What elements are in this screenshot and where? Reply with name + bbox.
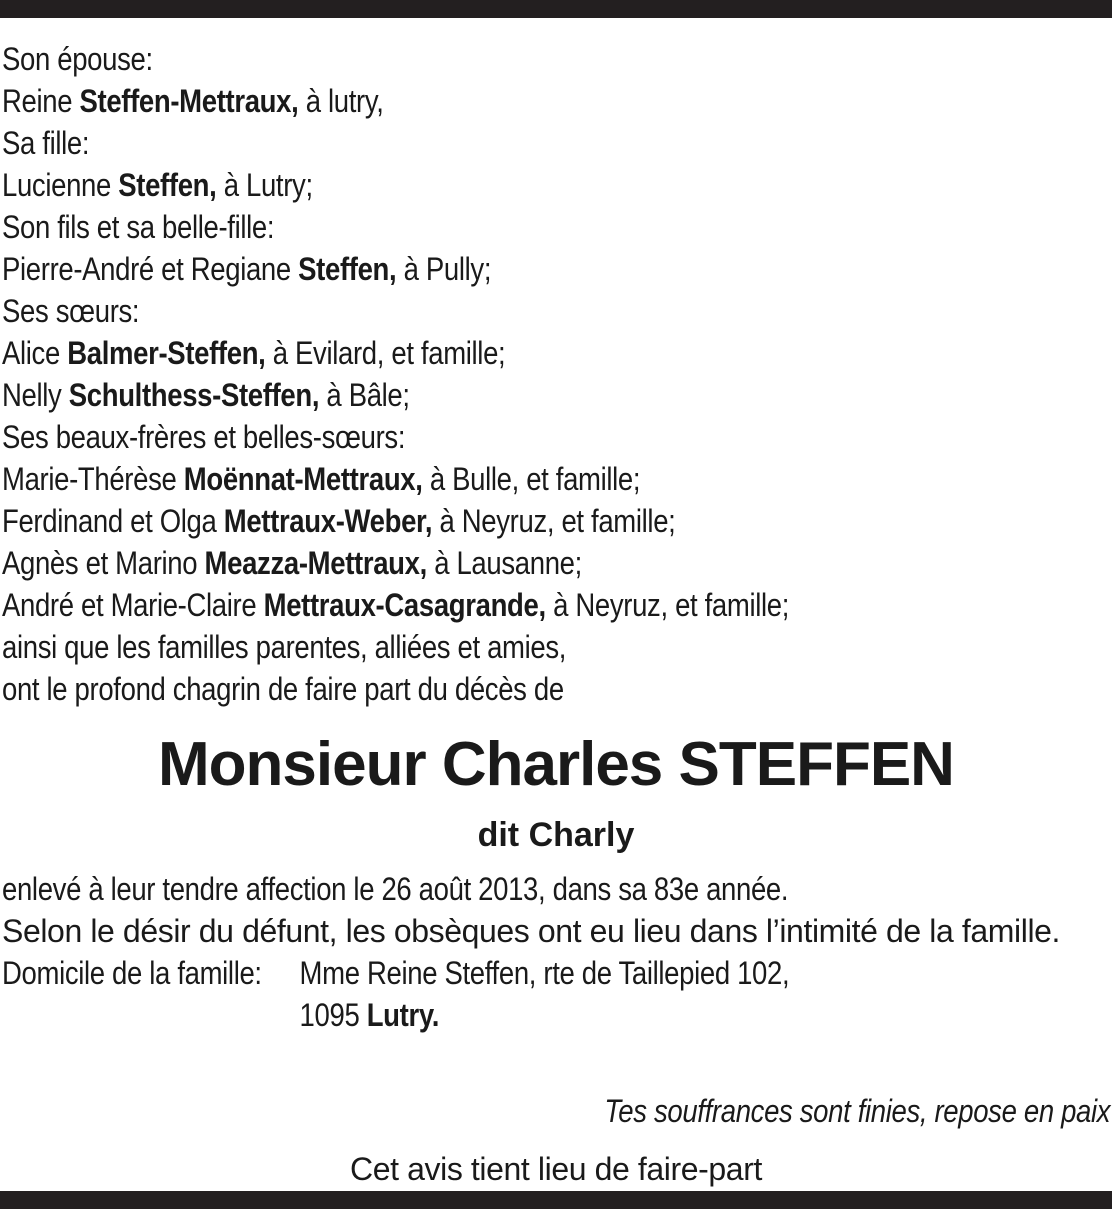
family-line <box>2 458 955 500</box>
family-surname: Steffen, <box>118 167 217 203</box>
family-line <box>2 542 955 584</box>
family-line-location: à Neyruz, et famille; <box>545 587 790 623</box>
family-list <box>2 38 1110 710</box>
family-line-location: à Neyruz, et famille; <box>432 503 676 539</box>
family-surname: Meazza-Mettraux, <box>204 545 427 581</box>
announcement-body <box>2 868 1110 1033</box>
family-line <box>2 416 955 458</box>
family-line-text: Reine <box>2 83 80 119</box>
family-line-text: Agnès et Marino <box>2 545 205 581</box>
address-row <box>2 952 955 994</box>
family-line-text: Marie-Thérèse <box>2 461 184 497</box>
bottom-rule <box>0 1191 1112 1209</box>
address-line-1: Mme Reine Steffen, rte de Taillepied 102, <box>299 955 790 991</box>
family-line-location: à Pully; <box>396 251 492 287</box>
top-rule <box>0 0 1112 18</box>
family-line-location: à Bâle; <box>319 377 410 413</box>
family-line-text: Ses sœurs: <box>2 293 140 329</box>
family-line <box>2 80 955 122</box>
family-line-text: Sa fille: <box>2 125 90 161</box>
family-line-text: Ferdinand et Olga <box>2 503 224 539</box>
family-surname: Steffen-Mettraux, <box>79 83 299 119</box>
body-line-1: enlevé à leur tendre affection le 26 août 2013, dans sa 83e année. <box>2 871 789 907</box>
family-line-location: à lutry, <box>298 83 384 119</box>
family-surname: Mettraux-Weber, <box>223 503 433 539</box>
family-line <box>2 584 955 626</box>
family-line <box>2 374 955 416</box>
family-line <box>2 668 955 710</box>
family-line-text: ont le profond chagrin de faire part du décès de <box>2 671 564 707</box>
address-postcode: 1095 <box>299 997 360 1033</box>
deceased-name: Monsieur Charles STEFFEN <box>158 730 954 799</box>
family-line-text: Son fils et sa belle-fille: <box>2 209 275 245</box>
family-line <box>2 332 955 374</box>
family-line <box>2 38 955 80</box>
family-line <box>2 206 955 248</box>
family-line <box>2 248 955 290</box>
family-surname: Moënnat-Mettraux, <box>183 461 423 497</box>
family-line-text: Alice <box>2 335 68 371</box>
family-line-text: Pierre-André et Regiane <box>2 251 299 287</box>
family-surname: Mettraux-Casagrande, <box>263 587 546 623</box>
family-surname: Steffen, <box>298 251 397 287</box>
family-line <box>2 122 955 164</box>
family-line <box>2 290 955 332</box>
faire-part-notice: Cet avis tient lieu de faire-part <box>350 1151 762 1187</box>
motto: Tes souffrances sont finies, repose en paix <box>604 1093 1110 1129</box>
family-surname: Schulthess-Steffen, <box>68 377 320 413</box>
family-line <box>2 500 955 542</box>
family-line <box>2 164 955 206</box>
address-city: Lutry. <box>366 997 440 1033</box>
family-line-text: ainsi que les familles parentes, alliées et amies, <box>2 629 567 665</box>
family-line-text: Ses beaux-frères et belles-sœurs: <box>2 419 406 455</box>
family-line-text: Lucienne <box>2 167 119 203</box>
body-line-2: Selon le désir du défunt, les obsèques ont eu lieu dans l’intimité de la famille. <box>2 913 1061 949</box>
family-line-text: Nelly <box>2 377 69 413</box>
address-label: Domicile de la famille: <box>2 955 262 991</box>
deceased-nickname: dit Charly <box>477 816 635 854</box>
family-line-location: à Bulle, et famille; <box>422 461 641 497</box>
family-line-location: à Lutry; <box>216 167 313 203</box>
family-line <box>2 626 955 668</box>
family-line-text: André et Marie-Claire <box>2 587 264 623</box>
address-city-line <box>300 994 440 1036</box>
family-line-location: à Evilard, et famille; <box>265 335 506 371</box>
family-surname: Balmer-Steffen, <box>67 335 266 371</box>
family-line-location: à Lausanne; <box>426 545 582 581</box>
family-line-text: Son épouse: <box>2 41 153 77</box>
